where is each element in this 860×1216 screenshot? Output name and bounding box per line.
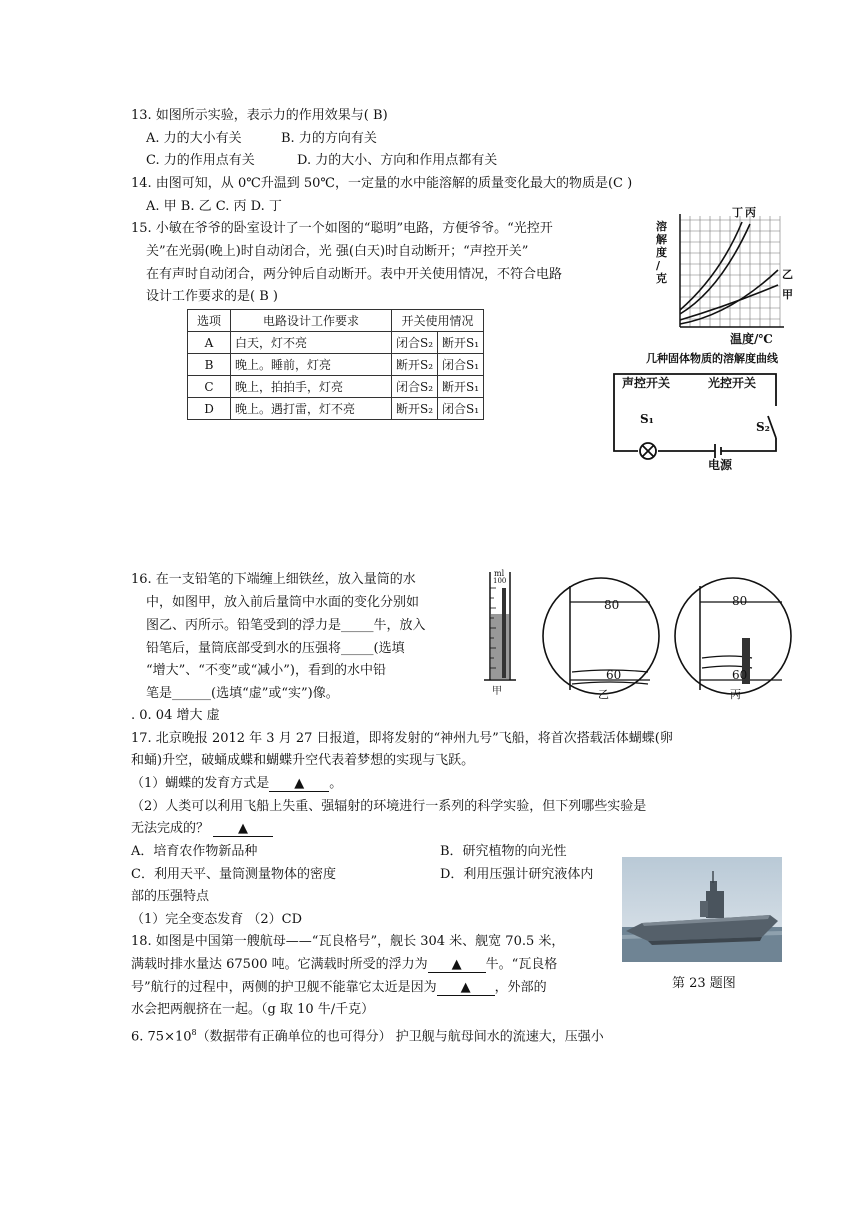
mark-80-before: 80 [604, 598, 620, 612]
q14-stem: 14. 由图可知，从 0℃升温到 50℃，一定量的水中能溶解的质量变化最大的物质是(C ) [131, 176, 633, 191]
table-cell-option: C [188, 376, 231, 398]
aircraft-carrier-photo [622, 857, 782, 962]
solubility-graph [646, 206, 800, 370]
table-cell-requirement: 白天，灯不亮 [231, 332, 392, 354]
q18-line4: 水会把两舰挤在一起。（g 取 10 牛/千克） [131, 1002, 375, 1017]
answer-blank: ▲ [437, 981, 495, 996]
q17-sub2-line2 [131, 820, 273, 838]
sound-switch-label: 声控开关 [622, 376, 671, 390]
table-row [188, 398, 484, 420]
mark-60-before: 60 [606, 668, 622, 682]
table-cell-switch-b: 断开S₁ [438, 376, 484, 398]
q16-line5: “增大”、“不变”或“减小”)，看到的水中铅 [146, 663, 386, 678]
answer-blank: ▲ [428, 958, 486, 973]
answer-blank: ▲ [269, 777, 329, 792]
graph-caption: 几种固体物质的溶解度曲线 [646, 352, 778, 365]
table-cell-switch-a: 断开S₂ [392, 354, 438, 376]
q15-line3: 在有声时自动闭合，两分钟后自动断开。表中开关使用情况，不符合电路 [146, 267, 563, 282]
q16-line3: 图乙、丙所示。铅笔受到的浮力是_____牛，放入 [146, 618, 426, 633]
s1-label: S₁ [640, 412, 654, 426]
measuring-cylinder-figure [480, 568, 520, 700]
table-header-row [188, 310, 484, 332]
q18-line2 [131, 956, 557, 974]
q17-sub2-prefix: 无法完成的？ [131, 821, 210, 836]
table-cell-switch-a: 断开S₂ [392, 398, 438, 420]
photo-caption: 第 23 题图 [672, 976, 736, 991]
q17-option-c: C．利用天平、量筒测量物体的密度 [131, 867, 336, 882]
table-cell-requirement: 晚上，拍拍手，灯亮 [231, 376, 392, 398]
q18-line2-text: 满载时排水量达 67500 吨。它满载时所受的浮力为 [131, 957, 428, 972]
q16-line6: 笔是______(选填“虚”或“实”)像。 [146, 686, 339, 701]
table-cell-switch-a: 闭合S₂ [392, 332, 438, 354]
q15-line2: 关”在光弱(晚上)时自动闭合，光 强(白天)时自动断开；“声控开关” [146, 244, 529, 259]
graph-ylabel-char: / [656, 259, 661, 272]
q17-sub1-suffix: 。 [329, 776, 343, 791]
graph-xlabel: 温度/℃ [730, 332, 773, 346]
table-cell-switch-b: 断开S₁ [438, 332, 484, 354]
table-cell-option: A [188, 332, 231, 354]
q18-answer-exponent: 8 [191, 1028, 197, 1037]
q17-sub2-line1: （2）人类可以利用飞船上失重、强辐射的环境进行一系列的科学实验，但下列哪些实验是 [131, 799, 647, 814]
graph-ylabel-char: 度 [656, 246, 667, 259]
graph-ylabel [656, 220, 668, 285]
cylinder-top-label: 100 [493, 577, 507, 585]
table-cell-requirement: 晚上。睡前，灯亮 [231, 354, 392, 376]
table-cell-switch-b: 闭合S₁ [438, 398, 484, 420]
q18-line3-text: 号”航行的过程中，两侧的护卫舰不能靠它太近是因为 [131, 980, 437, 995]
table-row [188, 332, 484, 354]
table-cell-requirement: 晚上。遇打雷，灯不亮 [231, 398, 392, 420]
q13-option-c: C. 力的作用点有关 [146, 153, 255, 168]
curve-label-yi: 乙 [782, 268, 793, 281]
q17-answer: （1）完全变态发育 （2）CD [131, 912, 303, 927]
q17-option-a: A．培育农作物新品种 [131, 844, 258, 859]
table-cell-switch-b: 闭合S₁ [438, 354, 484, 376]
q18-answer-number: 6. 75×10 [131, 1029, 192, 1045]
q17-sub1 [131, 775, 342, 793]
table-header-option: 选项 [188, 310, 231, 332]
light-switch-label: 光控开关 [708, 376, 757, 390]
q18-line2-suffix: 牛。“瓦良格 [485, 957, 558, 972]
magnified-view-after [672, 572, 794, 702]
q18-line1: 18. 如图是中国第一艘航母——“瓦良格号”，舰长 304 米、舰宽 70.5 米， [131, 934, 565, 949]
q16-line2: 中，如图甲，放入前后量筒中水面的变化分别如 [146, 595, 420, 610]
q15-line4: 设计工作要求的是( B ) [146, 289, 278, 304]
q13-option-b: B. 力的方向有关 [281, 131, 377, 146]
s2-label: S₂ [756, 420, 770, 434]
label-yi: 乙 [598, 688, 609, 701]
curve-label-jia: 甲 [782, 288, 793, 301]
table-row [188, 376, 484, 398]
table-cell-switch-a: 闭合S₂ [392, 376, 438, 398]
q15-switch-table [187, 309, 484, 420]
q17-option-b: B．研究植物的向光性 [440, 844, 567, 859]
q18-line3 [131, 979, 547, 997]
q18-answer [131, 1024, 604, 1046]
q16-line4: 铅笔后，量筒底部受到水的压强将_____(选填 [146, 641, 405, 656]
solubility-graph-svg [650, 210, 800, 370]
table-cell-option: B [188, 354, 231, 376]
graph-ylabel-char: 溶 [656, 220, 667, 233]
magnified-view-before [540, 572, 662, 702]
q16-line1: 16. 在一支铅笔的下端缠上细铁丝，放入量筒的水 [131, 572, 416, 587]
label-jia: 甲 [492, 686, 502, 697]
circle-before-svg [540, 572, 662, 702]
graph-ylabel-char: 解 [656, 233, 667, 246]
circuit-diagram [600, 368, 790, 470]
q17-sub1-prefix: （1）蝴蝶的发育方式是 [131, 776, 270, 791]
q14-options: A. 甲 B. 乙 C. 丙 D. 丁 [146, 199, 282, 214]
carrier-photo-svg [622, 857, 782, 962]
power-label: 电源 [708, 458, 733, 472]
table-header-switch: 开关使用情况 [392, 310, 484, 332]
q18-line3-suffix: ，外部的 [494, 980, 547, 995]
answer-blank: ▲ [213, 822, 273, 837]
q15-line1: 15. 小敏在爷爷的卧室设计了一个如图的“聪明”电路，方便爷爷。“光控开 [131, 221, 553, 236]
q17-line1: 17. 北京晚报 2012 年 3 月 27 日报道，即将发射的“神州九号”飞船，将首次搭载活体蝴蝶(卵 [131, 731, 673, 746]
cylinder-svg [480, 568, 520, 700]
q16-answer: . 0. 04 增大 虚 [131, 708, 220, 723]
curve-label-bing: 丙 [745, 206, 756, 219]
q13-option-a: A. 力的大小有关 [146, 131, 242, 146]
table-row [188, 354, 484, 376]
curve-label-ding: 丁 [732, 206, 743, 219]
table-cell-option: D [188, 398, 231, 420]
q13-option-d: D. 力的大小、方向和作用点都有关 [297, 153, 498, 168]
circle-after-svg [672, 572, 794, 702]
cylinder-ml-label: ml [494, 569, 505, 578]
q17-option-d: D．利用压强计研究液体内 [440, 867, 594, 882]
mark-80-after: 80 [732, 594, 748, 608]
q18-answer-text: （数据带有正确单位的也可得分） 护卫舰与航母间水的流速大，压强小 [196, 1029, 604, 1045]
graph-ylabel-char: 克 [656, 272, 667, 285]
q17-line2: 和蛹)升空，破蛹成蝶和蝴蝶升空代表着梦想的实现与飞跃。 [131, 753, 475, 768]
label-bing: 丙 [730, 688, 741, 701]
table-header-requirement: 电路设计工作要求 [231, 310, 392, 332]
q17-option-d-cont: 部的压强特点 [131, 889, 210, 904]
q13-stem: 13. 如图所示实验，表示力的作用效果与( B) [131, 108, 388, 123]
mark-60-after: 60 [732, 668, 748, 682]
